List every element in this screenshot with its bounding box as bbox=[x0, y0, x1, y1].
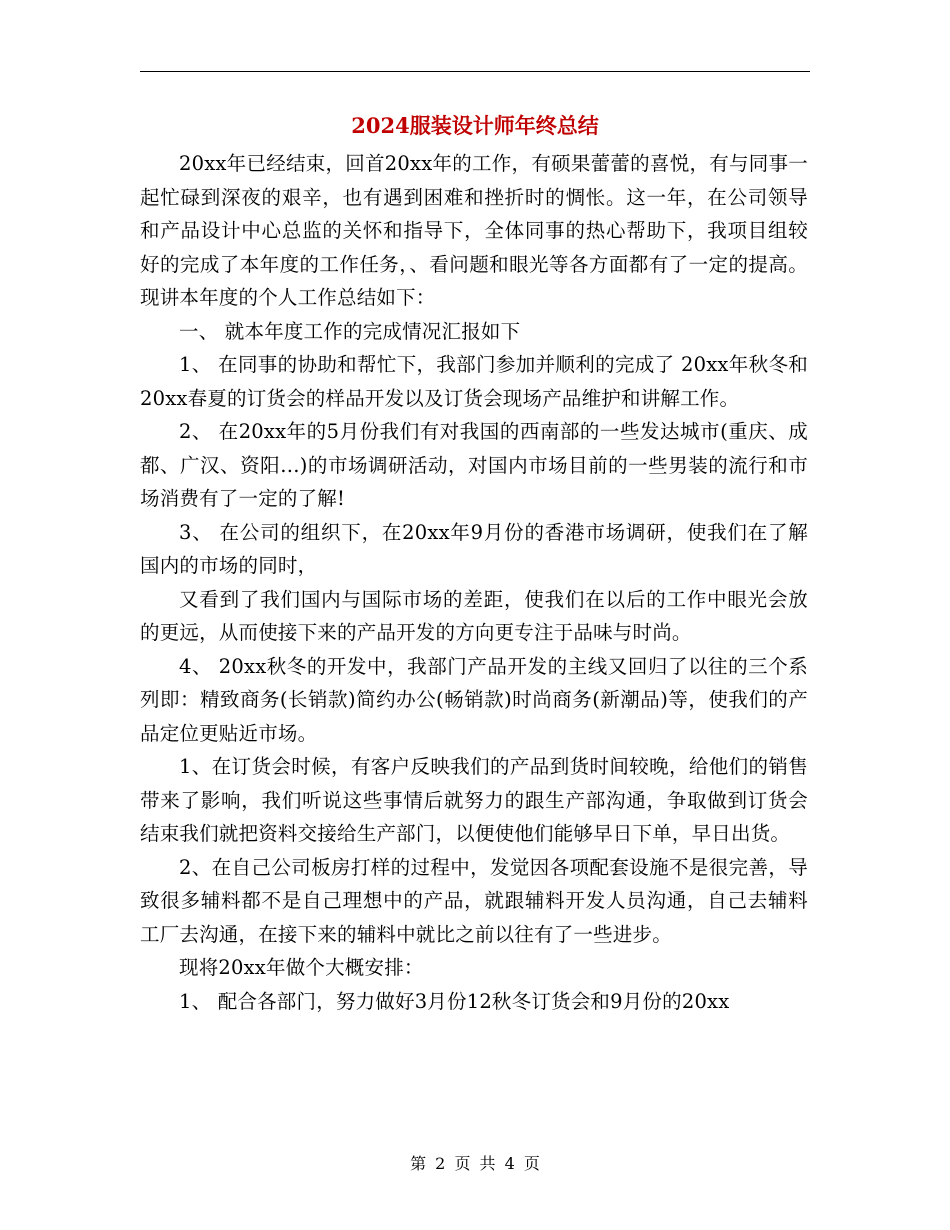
document-title: 2024服装设计师年终总结 bbox=[351, 113, 599, 138]
paragraph-plan-heading: 现将20xx年做个大概安排： bbox=[179, 956, 424, 979]
document-body bbox=[140, 147, 808, 1018]
page-footer: 第 2 页 共 4 页 bbox=[410, 1154, 540, 1173]
paragraph-item-3: 3、 在公司的组织下，在20xx年9月份的香港市场调研，使我们在了解国内的市场的同时， bbox=[140, 520, 808, 577]
paragraph-plan-1: 1、 配合各部门，努力做好3月份12秋冬订货会和9月份的20xx bbox=[179, 989, 730, 1013]
paragraph-item-4: 4、 20xx秋冬的开发中，我部门产品开发的主线又回归了以往的三个系列即：精致商务(长销款)简约办公(畅销款)时尚商务(新潮品)等，使我们的产品定位更贴近市场。 bbox=[140, 654, 808, 745]
paragraph-intro: 20xx年已经结束，回首20xx年的工作，有硕果蕾蕾的喜悦，有与同事一起忙碌到深夜的艰辛，也有遇到困难和挫折时的惆怅。这一年，在公司领导和产品设计中心总监的关怀和指导下，全体同事的热心帮助下，我项目组较好的完成了本年度的工作任务，、看问题和眼光等各方面都有了一定的提高。现讲本年度的个人工作总结如下： bbox=[140, 152, 808, 309]
paragraph-item-2: 2、 在20xx年的5月份我们有对我国的西南部的一些发达城市(重庆、成都、广汉、资阳…)的市场调研活动，对国内市场目前的一些男装的流行和市场消费有了一定的了解! bbox=[140, 420, 808, 510]
paragraph-item-3-continued: 又看到了我们国内与国际市场的差距，使我们在以后的工作中眼光会放的更远，从而使接下来的产品开发的方向更专注于品味与时尚。 bbox=[140, 587, 808, 644]
header-rule bbox=[140, 71, 810, 72]
paragraph-section-heading: 一、 就本年度工作的完成情况汇报如下 bbox=[179, 319, 521, 343]
paragraph-issue-1: 1、在订货会时候，有客户反映我们的产品到货时间较晚，给他们的销售带来了影响，我们听说这些事情后就努力的跟生产部沟通，争取做到订货会结束我们就把资料交接给生产部门，以便使他们能够早日下单，早日出货。 bbox=[140, 755, 808, 845]
paragraph-item-1: 1、 在同事的协助和帮忙下，我部门参加并顺利的完成了 20xx年秋冬和20xx春夏的订货会的样品开发以及订货会现场产品维护和讲解工作。 bbox=[140, 353, 808, 410]
paragraph-issue-2: 2、在自己公司板房打样的过程中，发觉因各项配套设施不是很完善，导致很多辅料都不是自己理想中的产品，就跟辅料开发人员沟通，自己去辅料工厂去沟通，在接下来的辅料中就比之前以往有了一些进步。 bbox=[140, 855, 808, 946]
